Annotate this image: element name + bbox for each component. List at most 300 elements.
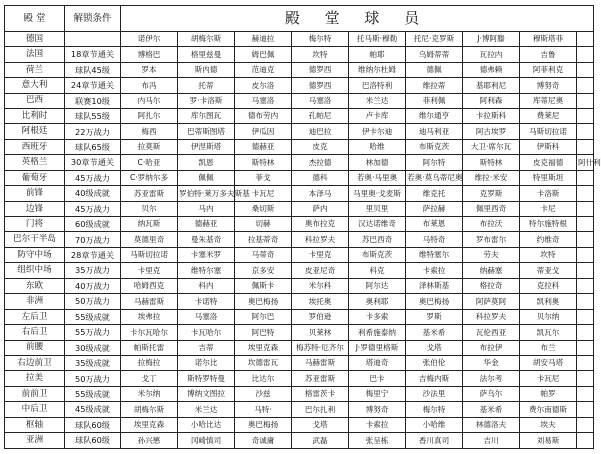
player-cell: 蒂亚戈: [520, 263, 577, 278]
unlock-condition: 45级成就: [65, 402, 121, 417]
player-cell: 坎特: [292, 47, 349, 62]
player-cell: 卡索拉: [406, 263, 463, 278]
hall-name: 前腰: [5, 340, 65, 355]
hall-name: 门将: [5, 217, 65, 232]
player-cell: 坎德雷瓦: [235, 355, 292, 370]
player-cell: [577, 170, 594, 185]
player-cell: 德布劳内: [235, 108, 292, 123]
player-cell: 阿利森: [463, 93, 520, 108]
player-cell: 布斯克茨: [349, 247, 406, 262]
player-cell: 德佩: [406, 62, 463, 77]
player-cell: 京多安: [235, 263, 292, 278]
unlock-condition: 30章节通关: [65, 155, 121, 170]
player-cell: 皮克: [292, 139, 349, 154]
player-cell: 阿萨莫阿: [463, 294, 520, 309]
player-cell: [577, 247, 594, 262]
player-cell: 菲利佩: [406, 93, 463, 108]
player-cell: 布冯: [121, 78, 178, 93]
player-cell: 阿什利: [577, 155, 594, 170]
hall-name: 右后卫: [5, 325, 65, 340]
table-row: [5, 386, 594, 401]
table-row: [5, 278, 594, 293]
player-cell: 卡洛斯: [520, 186, 577, 201]
player-cell: 博格巴: [121, 47, 178, 62]
player-cell: 坎特: [520, 247, 577, 262]
player-cell: 马特奇: [406, 232, 463, 247]
hall-name: 东欧: [5, 278, 65, 293]
player-cell: 斯特林: [235, 155, 292, 170]
unlock-condition: 50万战力: [65, 371, 121, 386]
table-row: [5, 417, 594, 432]
player-cell: 萨乌尔: [463, 386, 520, 401]
player-cell: 维纳尔杜姆: [349, 62, 406, 77]
player-cell: 伊瓜因: [235, 124, 292, 139]
player-cell: 姆巴佩: [235, 47, 292, 62]
player-cell: 大卫·席尔瓦: [463, 139, 520, 154]
player-cell: 卢卡库: [349, 108, 406, 123]
player-cell: 杰拉德: [292, 155, 349, 170]
player-cell: 凯恩: [178, 155, 235, 170]
player-cell: 费莱尼: [520, 108, 577, 123]
player-cell: 埃里克森: [235, 340, 292, 355]
player-cell: 德弗赖: [463, 62, 520, 77]
player-cell: [577, 355, 594, 370]
player-cell: 维拉蒂: [406, 78, 463, 93]
player-cell: 林加德: [349, 155, 406, 170]
unlock-condition: 球队55级: [65, 108, 121, 123]
player-cell: 范迪克: [235, 62, 292, 77]
player-cell: 穆斯塔菲: [520, 31, 577, 46]
hall-name: 葡萄牙: [5, 170, 65, 185]
player-cell: C·哈亚: [121, 155, 178, 170]
player-cell: 维尔通亨: [406, 108, 463, 123]
player-cell: 瓦拉内: [463, 47, 520, 62]
player-cell: 维特塞尔: [406, 247, 463, 262]
player-cell: 胡梅尔斯: [121, 402, 178, 417]
player-cell: 伊涅斯塔: [178, 139, 235, 154]
player-cell: 刘易斯: [520, 433, 577, 449]
hall-name: 西班牙: [5, 139, 65, 154]
player-cell: 萨内: [292, 201, 349, 216]
unlock-condition: 50万战力: [65, 294, 121, 309]
player-cell: 巴尔扎利: [292, 402, 349, 417]
unlock-condition: 40万战力: [65, 278, 121, 293]
player-cell: 维拉·米安: [463, 170, 520, 185]
player-cell: [577, 62, 594, 77]
player-cell: [577, 263, 594, 278]
player-cell: 奥布拉克: [292, 217, 349, 232]
player-cell: [577, 371, 594, 386]
player-cell: [577, 47, 594, 62]
player-cell: 苏巴西奇: [349, 232, 406, 247]
player-cell: 本泽马: [292, 186, 349, 201]
player-cell: 布拉伊: [463, 340, 520, 355]
player-cell: 沙兹: [235, 386, 292, 401]
player-cell: [577, 232, 594, 247]
player-cell: 埃里克森: [121, 417, 178, 432]
hall-name: 法国: [5, 47, 65, 62]
player-cell: 利希施泰纳: [349, 325, 406, 340]
player-cell: 巴洛特利: [349, 78, 406, 93]
player-cell: 布莱恩: [406, 217, 463, 232]
player-cell: 库蒂尼奥: [520, 93, 577, 108]
player-cell: 张呈栋: [349, 433, 406, 449]
player-cell: 布兰: [520, 340, 577, 355]
unlock-condition: 40级成就: [65, 186, 121, 201]
player-cell: 小哈比达: [178, 417, 235, 432]
hall-name: 荷兰: [5, 62, 65, 77]
player-cell: 奥巴梅扬: [235, 417, 292, 432]
player-cell: 卡塞米罗: [178, 247, 235, 262]
table-row: [5, 247, 594, 262]
player-cell: 克拉科: [520, 278, 577, 293]
table-row: [5, 93, 594, 108]
player-cell: 布拉沃: [463, 217, 520, 232]
player-cell: 卡多索: [349, 309, 406, 324]
player-cell: 克罗斯: [463, 186, 520, 201]
unlock-condition: 球队65级: [65, 139, 121, 154]
player-cell: 埃托奥: [292, 294, 349, 309]
player-cell: 马塞洛: [292, 93, 349, 108]
player-cell: [577, 309, 594, 324]
player-cell: 乌姆蒂蒂: [406, 47, 463, 62]
table-row: [5, 201, 594, 216]
player-cell: 约维奇: [520, 232, 577, 247]
player-cell: 卡尔瓦哈尔: [121, 325, 178, 340]
hall-of-fame-table: [4, 5, 601, 449]
player-cell: 苏亚雷斯: [292, 371, 349, 386]
table-row: [5, 309, 594, 324]
player-cell: 科拉罗夫: [463, 309, 520, 324]
player-cell: 劳夫: [463, 247, 520, 262]
unlock-condition: 22万战力: [65, 124, 121, 139]
player-cell: 梅里宁: [349, 386, 406, 401]
hall-name: 中后卫: [5, 402, 65, 417]
player-cell: 塔迪奇: [349, 355, 406, 370]
player-cell: 梅尔特: [406, 402, 463, 417]
player-cell: 博纳文图拉: [178, 386, 235, 401]
player-cell: 桑切斯: [235, 201, 292, 216]
table-row: [5, 170, 594, 185]
player-cell: 卡瓦尼: [520, 371, 577, 386]
player-cell: 基米希: [463, 402, 520, 417]
unlock-condition: 18章节通关: [65, 47, 121, 62]
player-cell: 佩佩: [178, 170, 235, 185]
player-cell: 罗·卡洛斯: [178, 93, 235, 108]
player-cell: [577, 417, 594, 432]
player-cell: 米尔科: [292, 278, 349, 293]
player-cell: 赫迪拉: [235, 31, 292, 46]
player-cell: 比达尔: [235, 371, 292, 386]
player-cell: 迪巴拉: [292, 124, 349, 139]
player-cell: 皮尔洛: [235, 78, 292, 93]
table-row: [5, 263, 594, 278]
player-cell: 哈姆西克: [121, 278, 178, 293]
player-cell: 菲戈: [235, 170, 292, 185]
hall-name: 巴西: [5, 93, 65, 108]
unlock-condition: 55级成就: [65, 309, 121, 324]
player-cell: 德赫亚: [178, 217, 235, 232]
player-cell: 若奥·马里奥: [349, 170, 406, 185]
unlock-condition: 60级成就: [65, 217, 121, 232]
player-cell: 马里奥·戈麦斯: [349, 186, 406, 201]
player-cell: 巴蒂斯图塔: [178, 124, 235, 139]
player-cell: 基耶利尼: [463, 78, 520, 93]
player-cell: 奥利耶: [349, 294, 406, 309]
player-cell: 戈塔: [406, 340, 463, 355]
hall-name: 意大利: [5, 78, 65, 93]
unlock-condition: 35万战力: [65, 263, 121, 278]
player-cell: [577, 217, 594, 232]
hall-name: 阿根廷: [5, 124, 65, 139]
player-cell: 卡索拉: [349, 417, 406, 432]
player-cell: [577, 139, 594, 154]
player-cell: [577, 340, 594, 355]
table-row: [5, 371, 594, 386]
player-cell: 马内: [178, 201, 235, 216]
player-cell: 阿尔特: [406, 155, 463, 170]
player-cell: 斯特罗特曼: [178, 371, 235, 386]
table-row: [5, 31, 594, 46]
table-row: [5, 108, 594, 123]
player-cell: 伊卡尔迪: [349, 124, 406, 139]
player-cell: 林德洛夫: [463, 417, 520, 432]
player-cell: [577, 325, 594, 340]
player-cell: 维特尔塞: [178, 263, 235, 278]
table-row: [5, 217, 594, 232]
player-cell: 佩里西奇: [463, 201, 520, 216]
player-cell: 凯利奥: [520, 294, 577, 309]
table-row: [5, 139, 594, 154]
player-cell: 德罗西: [292, 78, 349, 93]
player-cell: 贝莱林: [292, 325, 349, 340]
player-cell: 帕罗: [520, 386, 577, 401]
player-cell: 德赫亚: [235, 139, 292, 154]
header-hall: 殿 堂: [5, 6, 65, 32]
player-cell: 法尔考: [463, 371, 520, 386]
player-cell: 阿菲利克: [520, 62, 577, 77]
player-cell: 马斯切拉诺: [121, 247, 178, 262]
player-cell: 凯瓦尔: [520, 325, 577, 340]
player-cell: 罗本: [121, 62, 178, 77]
player-cell: 拉梅拉: [121, 355, 178, 370]
player-cell: 香川真司: [406, 433, 463, 449]
player-cell: [577, 201, 594, 216]
player-cell: 卡拉斯科: [463, 108, 520, 123]
player-cell: 梅苏特·厄齐尔: [292, 340, 349, 355]
player-cell: 马蒂奇: [235, 247, 292, 262]
unlock-condition: 30级成就: [65, 340, 121, 355]
player-cell: 费尔南德斯: [520, 402, 577, 417]
player-cell: 皮亚尼奇: [292, 263, 349, 278]
table-row: [5, 433, 594, 449]
player-cell: 马斯切拉诺: [520, 124, 577, 139]
player-cell: [577, 433, 594, 449]
player-cell: [577, 78, 594, 93]
player-cell: 米兰达: [178, 402, 235, 417]
player-cell: 博努奇: [349, 402, 406, 417]
player-cell: 诺尔比: [178, 355, 235, 370]
player-cell: 米尔纳: [121, 386, 178, 401]
hall-name: 比利时: [5, 108, 65, 123]
player-cell: 贝尔: [121, 201, 178, 216]
player-cell: 卡里克: [292, 247, 349, 262]
unlock-condition: 球队60级: [65, 417, 121, 432]
table-row: [5, 78, 594, 93]
player-cell: [577, 31, 594, 46]
hall-name: 非洲: [5, 294, 65, 309]
player-cell: 诺伊尔: [121, 31, 178, 46]
player-cell: 华金: [463, 355, 520, 370]
player-cell: 罗伯特·莱万多夫斯基: [178, 186, 235, 201]
unlock-condition: 55万战力: [65, 325, 121, 340]
player-cell: 胡安马塔: [520, 355, 577, 370]
unlock-condition: 45万战力: [65, 201, 121, 216]
table-row: [5, 402, 594, 417]
player-cell: 库尔图瓦: [178, 108, 235, 123]
player-cell: 张伯伦: [406, 355, 463, 370]
player-cell: 沙法里: [406, 386, 463, 401]
player-cell: 吉蒂: [178, 340, 235, 355]
player-cell: 埃夫: [520, 417, 577, 432]
player-cell: 内马尔: [121, 93, 178, 108]
player-cell: 小哈维: [406, 417, 463, 432]
player-cell: 马赫雷斯: [292, 355, 349, 370]
player-cell: 卡里克: [121, 263, 178, 278]
table-row: [5, 294, 594, 309]
player-cell: 莫德里奇: [121, 232, 178, 247]
player-cell: 罗伯逊: [292, 309, 349, 324]
hall-name: 边锋: [5, 201, 65, 216]
unlock-condition: 24章节通关: [65, 78, 121, 93]
unlock-condition: [65, 31, 121, 46]
table-row: [5, 62, 594, 77]
player-cell: 马特·: [235, 402, 292, 417]
unlock-condition: 55级成就: [65, 386, 121, 401]
player-cell: 孔帕尼: [292, 108, 349, 123]
player-cell: 吉梅内斯: [406, 371, 463, 386]
unlock-condition: 70万战力: [65, 232, 121, 247]
player-cell: 特尔施特根: [520, 217, 577, 232]
player-cell: 阿尔达: [349, 278, 406, 293]
player-cell: [577, 108, 594, 123]
hall-name: 前前卫: [5, 386, 65, 401]
player-cell: 布斯克茨: [406, 139, 463, 154]
player-cell: 阿尔巴: [235, 309, 292, 324]
hall-name: 左后卫: [5, 309, 65, 324]
player-cell: [577, 186, 594, 201]
player-cell: C·罗纳尔多: [121, 170, 178, 185]
player-cell: 卡诺特: [178, 294, 235, 309]
player-cell: 皮克福德: [520, 155, 577, 170]
hall-name: 亚洲: [5, 433, 65, 449]
player-cell: 若奥·莫乌蒂尼奥: [406, 170, 463, 185]
player-cell: 阿巴特: [235, 325, 292, 340]
player-cell: [577, 402, 594, 417]
player-cell: 胡梅尔斯: [178, 31, 235, 46]
player-cell: 戈丁: [121, 371, 178, 386]
player-cell: 武磊: [292, 433, 349, 449]
player-cell: 拉莫斯: [121, 139, 178, 154]
table-row: [5, 355, 594, 370]
player-cell: 帕斯托雷: [121, 340, 178, 355]
player-cell: 埃弗拉: [121, 309, 178, 324]
player-cell: 帕耶: [349, 47, 406, 62]
player-cell: 托尼·克罗斯: [406, 31, 463, 46]
table-row: [5, 47, 594, 62]
unlock-condition: 球队45级: [65, 62, 121, 77]
player-cell: 德罗西: [292, 62, 349, 77]
player-cell: 瓦伦西亚: [463, 325, 520, 340]
player-cell: 奥巴梅扬: [406, 294, 463, 309]
hall-name: 巴尔干半岛: [5, 232, 65, 247]
player-cell: 马塞洛: [178, 309, 235, 324]
player-cell: 格雷茨卡: [292, 386, 349, 401]
player-cell: [577, 278, 594, 293]
header-row: [5, 6, 594, 32]
player-cell: 拉基蒂奇: [235, 232, 292, 247]
player-cell: 贝尔纳: [520, 309, 577, 324]
player-cell: 切赫: [235, 217, 292, 232]
player-cell: 奥巴梅扬: [235, 294, 292, 309]
player-cell: 卡瓦尼: [235, 186, 292, 201]
table-row: [5, 124, 594, 139]
player-cell: 阿扎尔: [121, 108, 178, 123]
header-unlock: 解锁条件: [65, 6, 121, 32]
player-cell: 卡瓦哈尔: [178, 325, 235, 340]
hall-name: 前锋: [5, 186, 65, 201]
player-cell: [577, 93, 594, 108]
unlock-condition: 球队60级: [65, 433, 121, 449]
player-cell: 佩斯卡: [235, 278, 292, 293]
player-cell: 吉鲁: [520, 47, 577, 62]
player-cell: 马赫雷斯: [121, 294, 178, 309]
player-cell: 冈崎慎司: [178, 433, 235, 449]
player-cell: 伊斯科: [520, 139, 577, 154]
player-cell: [577, 124, 594, 139]
table-row: [5, 340, 594, 355]
hall-name: 枢轴: [5, 417, 65, 432]
hall-name: 德国: [5, 31, 65, 46]
player-cell: 孙兴慜: [121, 433, 178, 449]
player-cell: 罗布雷尔: [463, 232, 520, 247]
player-cell: 泽林斯基: [406, 278, 463, 293]
player-cell: 梅尔特: [292, 31, 349, 46]
player-cell: 德科: [292, 170, 349, 185]
player-cell: 迪马利亚: [406, 124, 463, 139]
player-cell: 汉达诺维奇: [349, 217, 406, 232]
player-cell: 科内: [178, 278, 235, 293]
player-cell: 维克托: [406, 186, 463, 201]
player-cell: J·博阿滕: [463, 31, 520, 46]
table-row: [5, 325, 594, 340]
hall-name: 英格兰: [5, 155, 65, 170]
table-row: [5, 232, 594, 247]
player-cell: 哈维: [349, 139, 406, 154]
player-cell: 吉川: [463, 433, 520, 449]
player-cell: 斯内德: [178, 62, 235, 77]
player-cell: 科克: [349, 263, 406, 278]
player-cell: 斯特林: [463, 155, 520, 170]
hall-name: 右边前卫: [5, 355, 65, 370]
table-row: [5, 186, 594, 201]
player-cell: 纳瓦斯: [121, 217, 178, 232]
player-cell: 托蒂: [178, 78, 235, 93]
player-cell: 托马斯·穆勒: [349, 31, 406, 46]
player-cell: 纳赫塞: [463, 263, 520, 278]
player-cell: 奇诚庸: [235, 433, 292, 449]
player-cell: 萨拉赫: [406, 201, 463, 216]
